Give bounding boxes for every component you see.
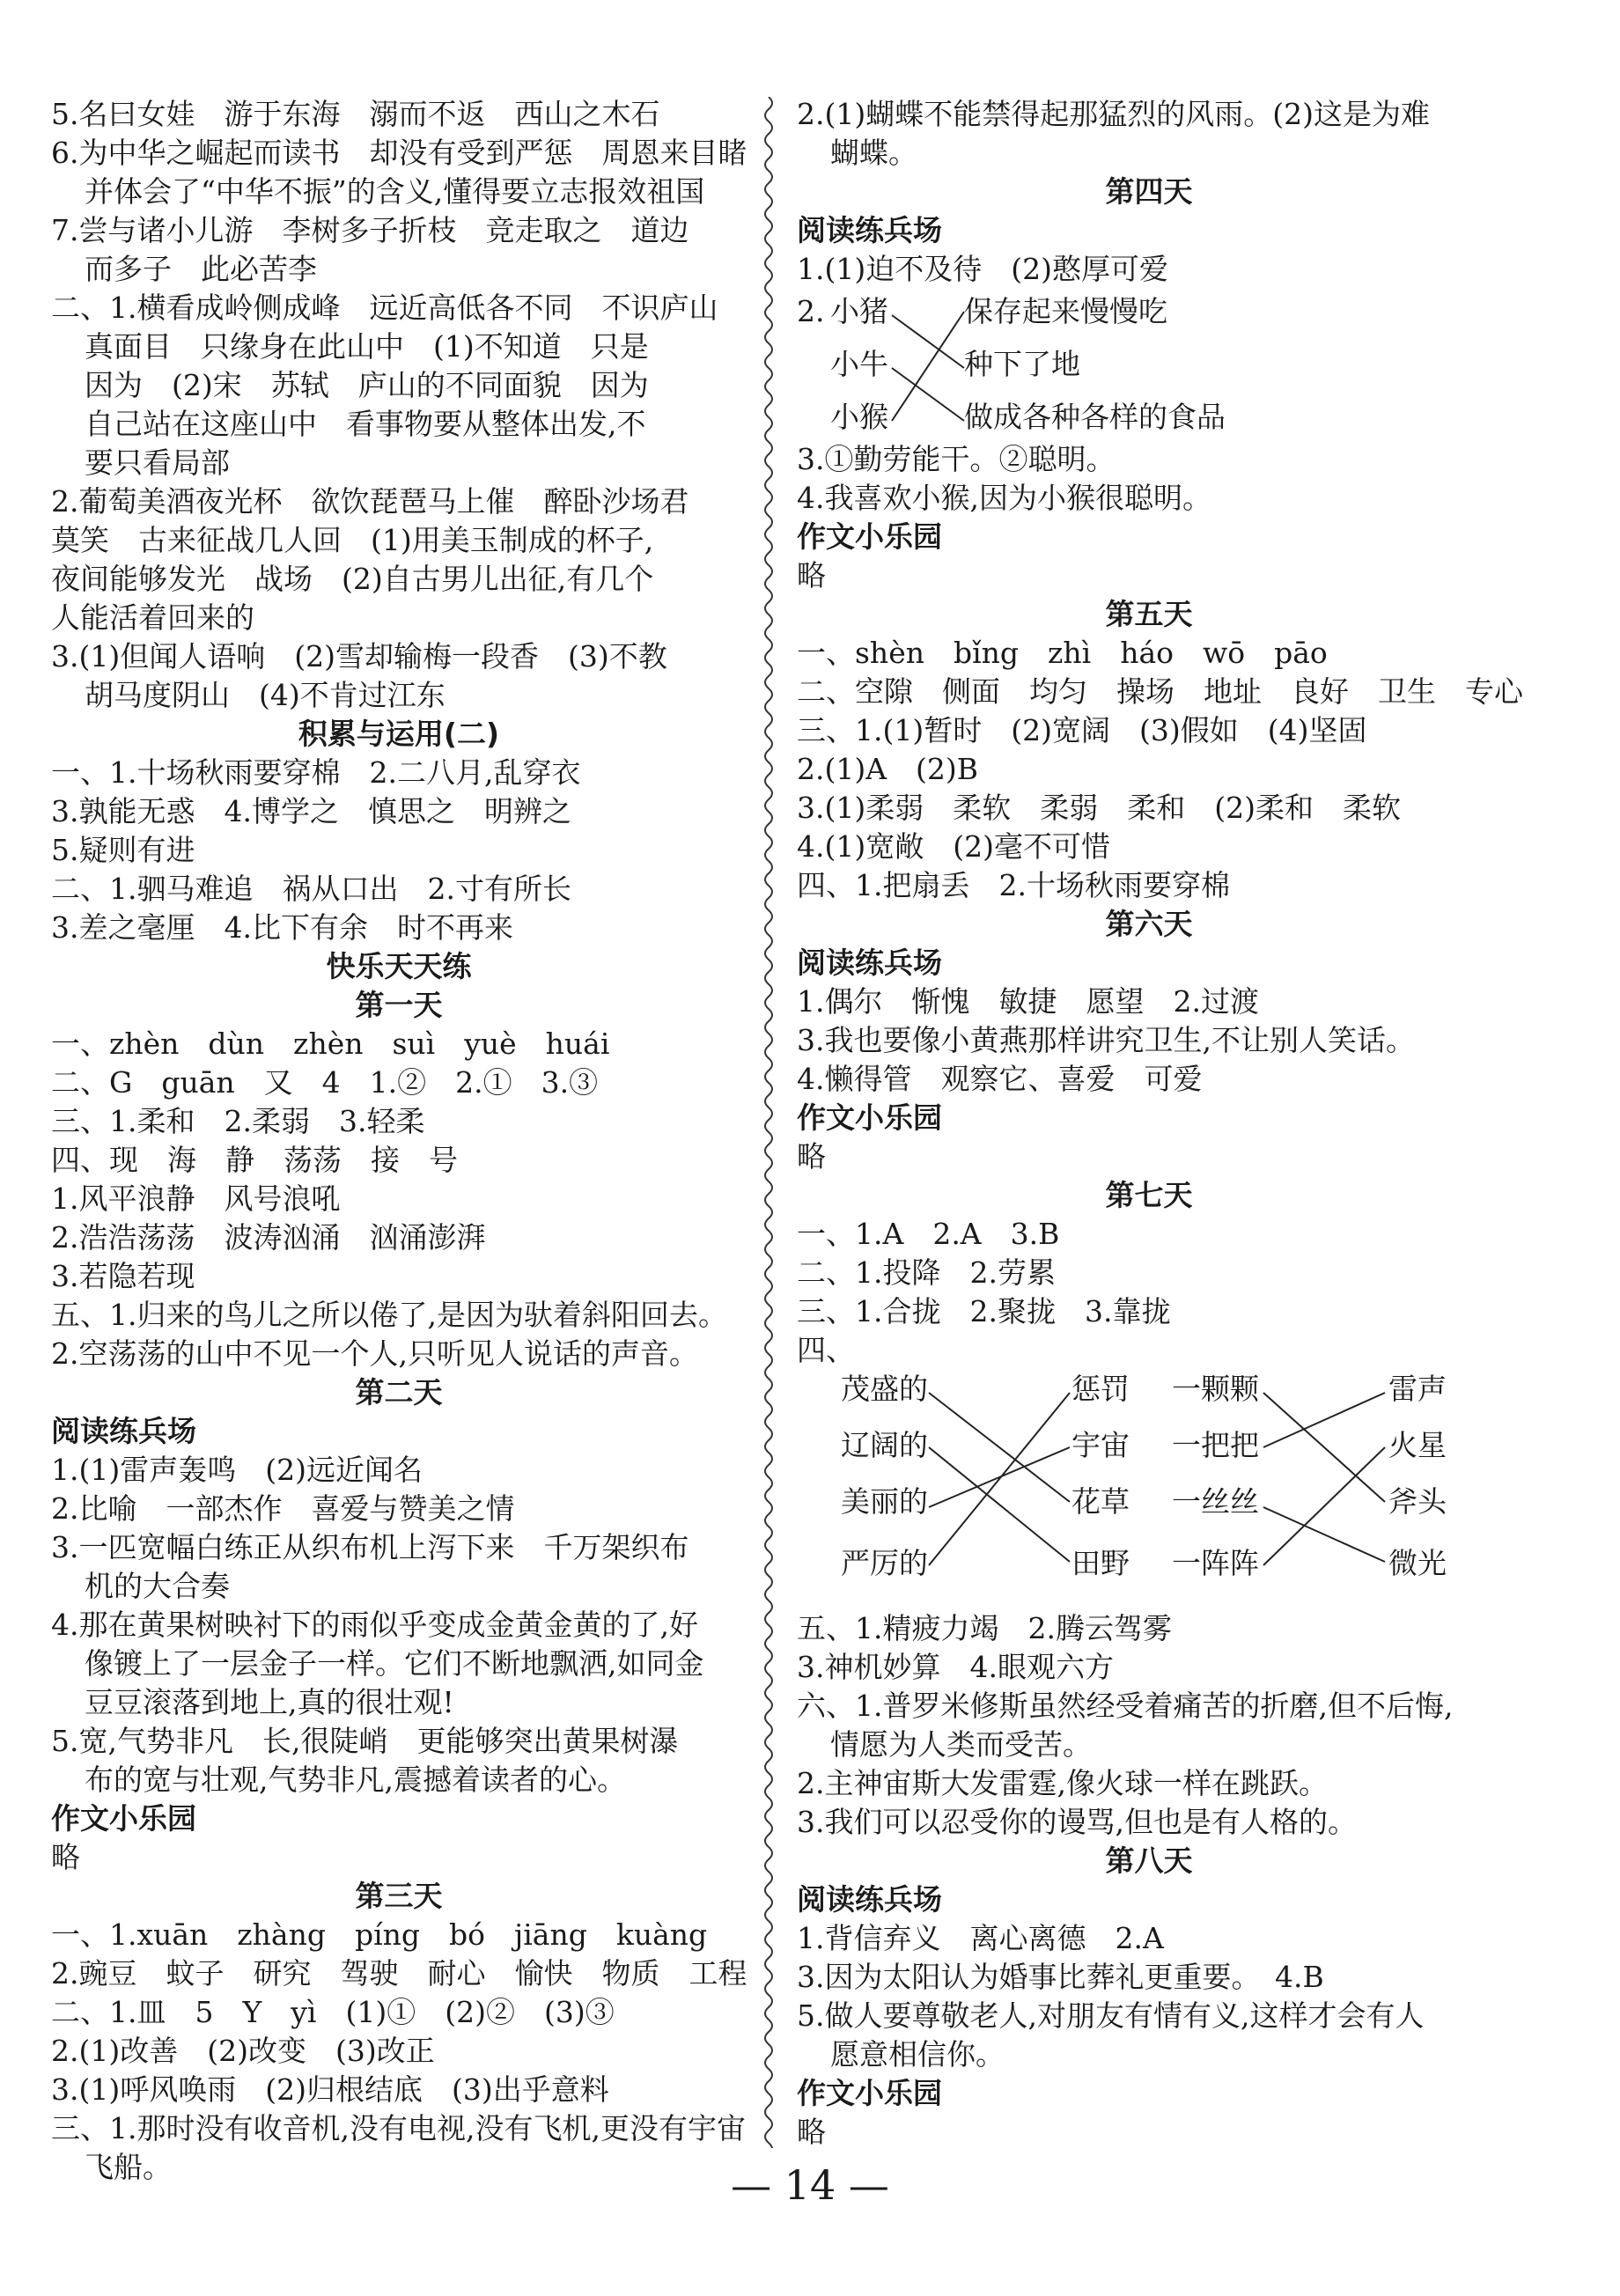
match-item-object: 火星: [1388, 1428, 1447, 1462]
text-line: 5.名曰女娃 游于东海 溺而不返 西山之木石: [51, 97, 660, 131]
text-line: 2.浩浩荡荡 波涛汹涌 汹涌澎湃: [51, 1220, 486, 1255]
match-left-item: 小牛: [830, 347, 888, 381]
text-line: 要只看局部: [85, 445, 230, 480]
text-line: 1.(1)雷声轰鸣 (2)远近闻名: [51, 1453, 423, 1487]
match-line: [1263, 1393, 1385, 1502]
text-line: 略: [797, 558, 826, 592]
text-line: 5.疑则有进: [51, 833, 195, 867]
match-item-object: 微光: [1388, 1546, 1447, 1580]
text-line: 四、现 海 静 荡荡 接 号: [51, 1143, 458, 1177]
text-line: 2.(1)A (2)B: [797, 752, 979, 786]
text-line: 3.我也要像小黄燕那样讲究卫生,不让别人笑话。: [797, 1023, 1415, 1057]
text-line: 二、G guān 又 4 1.② 2.① 3.③: [51, 1065, 599, 1100]
text-line: 愿意相信你。: [830, 2037, 1005, 2072]
left-column: [51, 95, 747, 2187]
match-item-adjective: 茂盛的: [841, 1372, 928, 1406]
match-item-object: 雷声: [1388, 1372, 1447, 1406]
text-line: 五、1.归来的鸟儿之所以倦了,是因为驮着斜阳回去。: [51, 1298, 727, 1332]
match-item-adjective: 严厉的: [841, 1546, 928, 1580]
text-line: 3.差之毫厘 4.比下有余 时不再来: [51, 910, 513, 945]
text-line: 3.若隐若现: [51, 1259, 195, 1293]
match-item-quantifier: 一把把: [1172, 1428, 1259, 1462]
text-line: 二、1.横看成岭侧成峰 远近高低各不同 不识庐山: [51, 291, 718, 325]
text-line: 5.宽,气势非凡 长,很陡峭 更能够突出黄果树瀑: [51, 1724, 679, 1758]
text-line: 一、1.A 2.A 3.B: [797, 1217, 1060, 1251]
subsection-heading: 作文小乐园: [51, 1801, 196, 1836]
subsection-heading: 阅读练兵场: [797, 946, 942, 980]
match-right-item: 种下了地: [964, 347, 1080, 381]
text-line: 夜间能够发光 战场 (2)自古男儿出征,有几个: [51, 562, 654, 596]
item-number: 2.: [797, 294, 825, 328]
match-item-adjective: 辽阔的: [841, 1428, 928, 1462]
text-line: 四、: [797, 1333, 855, 1367]
text-line: 三、1.那时没有收音机,没有电视,没有飞机,更没有宇宙: [51, 2111, 746, 2145]
day-heading: 第五天: [1105, 597, 1193, 631]
match-item-noun: 田野: [1071, 1546, 1130, 1580]
text-line: 莫笑 古来征战几人回 (1)用美玉制成的杯子,: [51, 523, 654, 557]
text-line: 2.空荡荡的山中不见一个人,只听见人说话的声音。: [51, 1336, 698, 1371]
text-line: 3.①勤劳能干。②聪明。: [797, 442, 1116, 476]
text-line: 3.(1)柔弱 柔软 柔弱 柔和 (2)柔和 柔软: [797, 791, 1401, 825]
subsection-heading: 阅读练兵场: [51, 1414, 196, 1448]
text-line: 一、1.十场秋雨要穿棉 2.二八月,乱穿衣: [51, 755, 581, 790]
match-item-quantifier: 一阵阵: [1172, 1546, 1259, 1580]
day-heading: 第八天: [1105, 1843, 1193, 1878]
text-line: 四、1.把扇丢 2.十场秋雨要穿棉: [797, 868, 1230, 902]
text-line: 4.那在黄果树映衬下的雨似乎变成金黄金黄的了,好: [51, 1608, 698, 1642]
match-line: [892, 368, 964, 421]
match-line: [1263, 1447, 1385, 1565]
subsection-heading: 阅读练兵场: [797, 1882, 942, 1917]
subsection-heading: 阅读练兵场: [797, 213, 942, 247]
match-left-item: 小猴: [830, 400, 888, 434]
column-divider: [759, 97, 778, 2148]
match-line: [892, 315, 964, 368]
match-line: [929, 1393, 1070, 1565]
text-line: 人能活着回来的: [51, 600, 254, 635]
day-heading: 第三天: [355, 1879, 443, 1913]
text-line: 真面目 只缘身在此山中 (1)不知道 只是: [85, 329, 649, 364]
match-item-adjective: 美丽的: [841, 1484, 928, 1519]
text-line: 2.主神宙斯大发雷霆,像火球一样在跳跃。: [797, 1766, 1328, 1800]
match-left-item: 小猪: [830, 294, 888, 328]
page-number: — 14 —: [731, 2161, 889, 2209]
text-line: 五、1.精疲力竭 2.腾云驾雾: [797, 1611, 1172, 1645]
text-line: 机的大合奏: [85, 1569, 230, 1603]
text-line: 3.(1)呼风唤雨 (2)归根结底 (3)出乎意料: [51, 2072, 609, 2107]
text-line: 3.神机妙算 4.眼观六方: [797, 1650, 1114, 1684]
text-line: 1.风平浪静 风号浪吼: [51, 1181, 341, 1216]
text-line: 3.因为太阳认为婚事比葬礼更重要。 4.B: [797, 1960, 1324, 1994]
text-line: 像镀上了一层金子一样。它们不断地飘洒,如同金: [85, 1646, 704, 1681]
match-right-item: 保存起来慢慢吃: [964, 294, 1167, 328]
match-line: [1263, 1507, 1385, 1562]
day-heading: 第六天: [1105, 907, 1193, 941]
text-line: 因为 (2)宋 苏轼 庐山的不同面貌 因为: [85, 368, 649, 402]
day-heading: 第七天: [1105, 1178, 1193, 1212]
text-line: 二、1.投降 2.劳累: [797, 1255, 1056, 1290]
text-line: 略: [797, 2115, 826, 2149]
text-line: 4.(1)宽敞 (2)毫不可惜: [797, 829, 1110, 864]
match-lines: [797, 289, 1501, 440]
text-line: 情愿为人类而受苦。: [830, 1727, 1092, 1762]
match-item-quantifier: 一颗颗: [1172, 1372, 1259, 1406]
text-line: 六、1.普罗米修斯虽然经受着痛苦的折磨,但不后悔,: [797, 1689, 1454, 1723]
text-line: 1.偶尔 惭愧 敏捷 愿望 2.过渡: [797, 984, 1259, 1019]
text-line: 1.(1)迫不及待 (2)憨厚可爱: [797, 252, 1168, 286]
text-line: 一、shèn bǐng zhì háo wō pāo: [797, 636, 1328, 670]
text-line: 2.葡萄美酒夜光杯 欲饮琵琶马上催 醉卧沙场君: [51, 484, 689, 519]
text-line: 2.比喻 一部杰作 喜爱与赞美之情: [51, 1491, 515, 1526]
match-line: [929, 1393, 1070, 1502]
text-line: 三、1.柔和 2.柔弱 3.轻柔: [51, 1104, 425, 1138]
match-item-noun: 惩罚: [1071, 1372, 1130, 1406]
matching-exercise-phrases: [797, 1370, 1501, 1609]
section-heading: 积累与运用(二): [298, 717, 500, 751]
text-line: 3.我们可以忍受你的谩骂,但也是有人格的。: [797, 1805, 1357, 1839]
text-line: 一、1.xuān zhàng píng bó jiāng kuàng: [51, 1917, 708, 1952]
text-line: 2.(1)改善 (2)改变 (3)改正: [51, 2034, 435, 2068]
text-line: 二、空隙 侧面 均匀 操场 地址 良好 卫生 专心: [797, 674, 1523, 709]
match-right-item: 做成各种各样的食品: [964, 400, 1226, 434]
match-line: [929, 1447, 1070, 1562]
text-line: 3.一匹宽幅白练正从织布机上泻下来 千万架织布: [51, 1530, 689, 1564]
text-line: 4.懒得管 观察它、喜爱 可爱: [797, 1062, 1203, 1096]
text-line: 而多子 此必苦李: [85, 252, 317, 286]
text-line: 略: [797, 1139, 826, 1174]
day-heading: 第一天: [355, 988, 443, 1022]
text-line: 三、1.(1)暂时 (2)宽阔 (3)假如 (4)坚固: [797, 713, 1367, 747]
subsection-heading: 作文小乐园: [797, 2076, 942, 2110]
day-heading: 第四天: [1105, 174, 1193, 209]
text-line: 3.孰能无惑 4.博学之 慎思之 明辨之: [51, 794, 571, 828]
text-line: 5.做人要尊敬老人,对朋友有情有义,这样才会有人: [797, 1998, 1425, 2033]
text-line: 2.(1)蝴蝶不能禁得起那猛烈的风雨。(2)这是为难: [797, 97, 1430, 131]
text-line: 自己站在这座山中 看事物要从整体出发,不: [85, 407, 646, 441]
match-line: [892, 312, 964, 421]
text-line: 二、1.驷马难追 祸从口出 2.寸有所长: [51, 872, 571, 906]
text-line: 并体会了“中华不振”的含义,懂得要立志报效祖国: [85, 174, 705, 209]
section-heading: 快乐天天练: [326, 949, 472, 983]
subsection-heading: 作文小乐园: [797, 1100, 942, 1135]
matching-exercise-animals: [797, 289, 1501, 440]
text-line: 蝴蝶。: [830, 136, 917, 170]
text-line: 3.(1)但闻人语响 (2)雪却输梅一段香 (3)不教: [51, 639, 667, 673]
text-line: 4.我喜欢小猴,因为小猴很聪明。: [797, 481, 1211, 515]
match-item-noun: 宇宙: [1071, 1428, 1130, 1462]
text-line: 7.尝与诸小儿游 李树多子折枝 竞走取之 道边: [51, 213, 689, 247]
match-item-noun: 花草: [1071, 1484, 1130, 1519]
text-line: 胡马度阴山 (4)不肯过江东: [85, 678, 446, 712]
subsection-heading: 作文小乐园: [797, 519, 942, 554]
text-line: 二、1.皿 5 Y yì (1)① (2)② (3)③: [51, 1995, 615, 2029]
text-line: 布的宽与壮观,气势非凡,震撼着读者的心。: [85, 1762, 626, 1797]
text-line: 飞船。: [85, 2150, 172, 2184]
match-item-object: 斧头: [1388, 1484, 1447, 1519]
text-line: 1.背信弃义 离心离德 2.A: [797, 1921, 1164, 1955]
match-line: [929, 1447, 1070, 1507]
text-line: 2.豌豆 蚊子 研究 驾驶 耐心 愉快 物质 工程: [51, 1956, 747, 1991]
match-lines: [797, 1370, 1501, 1609]
text-line: 6.为中华之崛起而读书 却没有受到严惩 周恩来目睹: [51, 136, 747, 170]
match-item-quantifier: 一丝丝: [1172, 1484, 1259, 1519]
text-line: 一、zhèn dùn zhèn suì yuè huái: [51, 1027, 610, 1061]
text-line: 三、1.合拢 2.聚拢 3.靠拢: [797, 1294, 1171, 1328]
text-line: 豆豆滚落到地上,真的很壮观!: [85, 1685, 454, 1719]
text-line: 略: [51, 1840, 80, 1874]
right-column: [797, 95, 1523, 2152]
match-line: [1263, 1393, 1385, 1447]
day-heading: 第二天: [355, 1375, 443, 1409]
